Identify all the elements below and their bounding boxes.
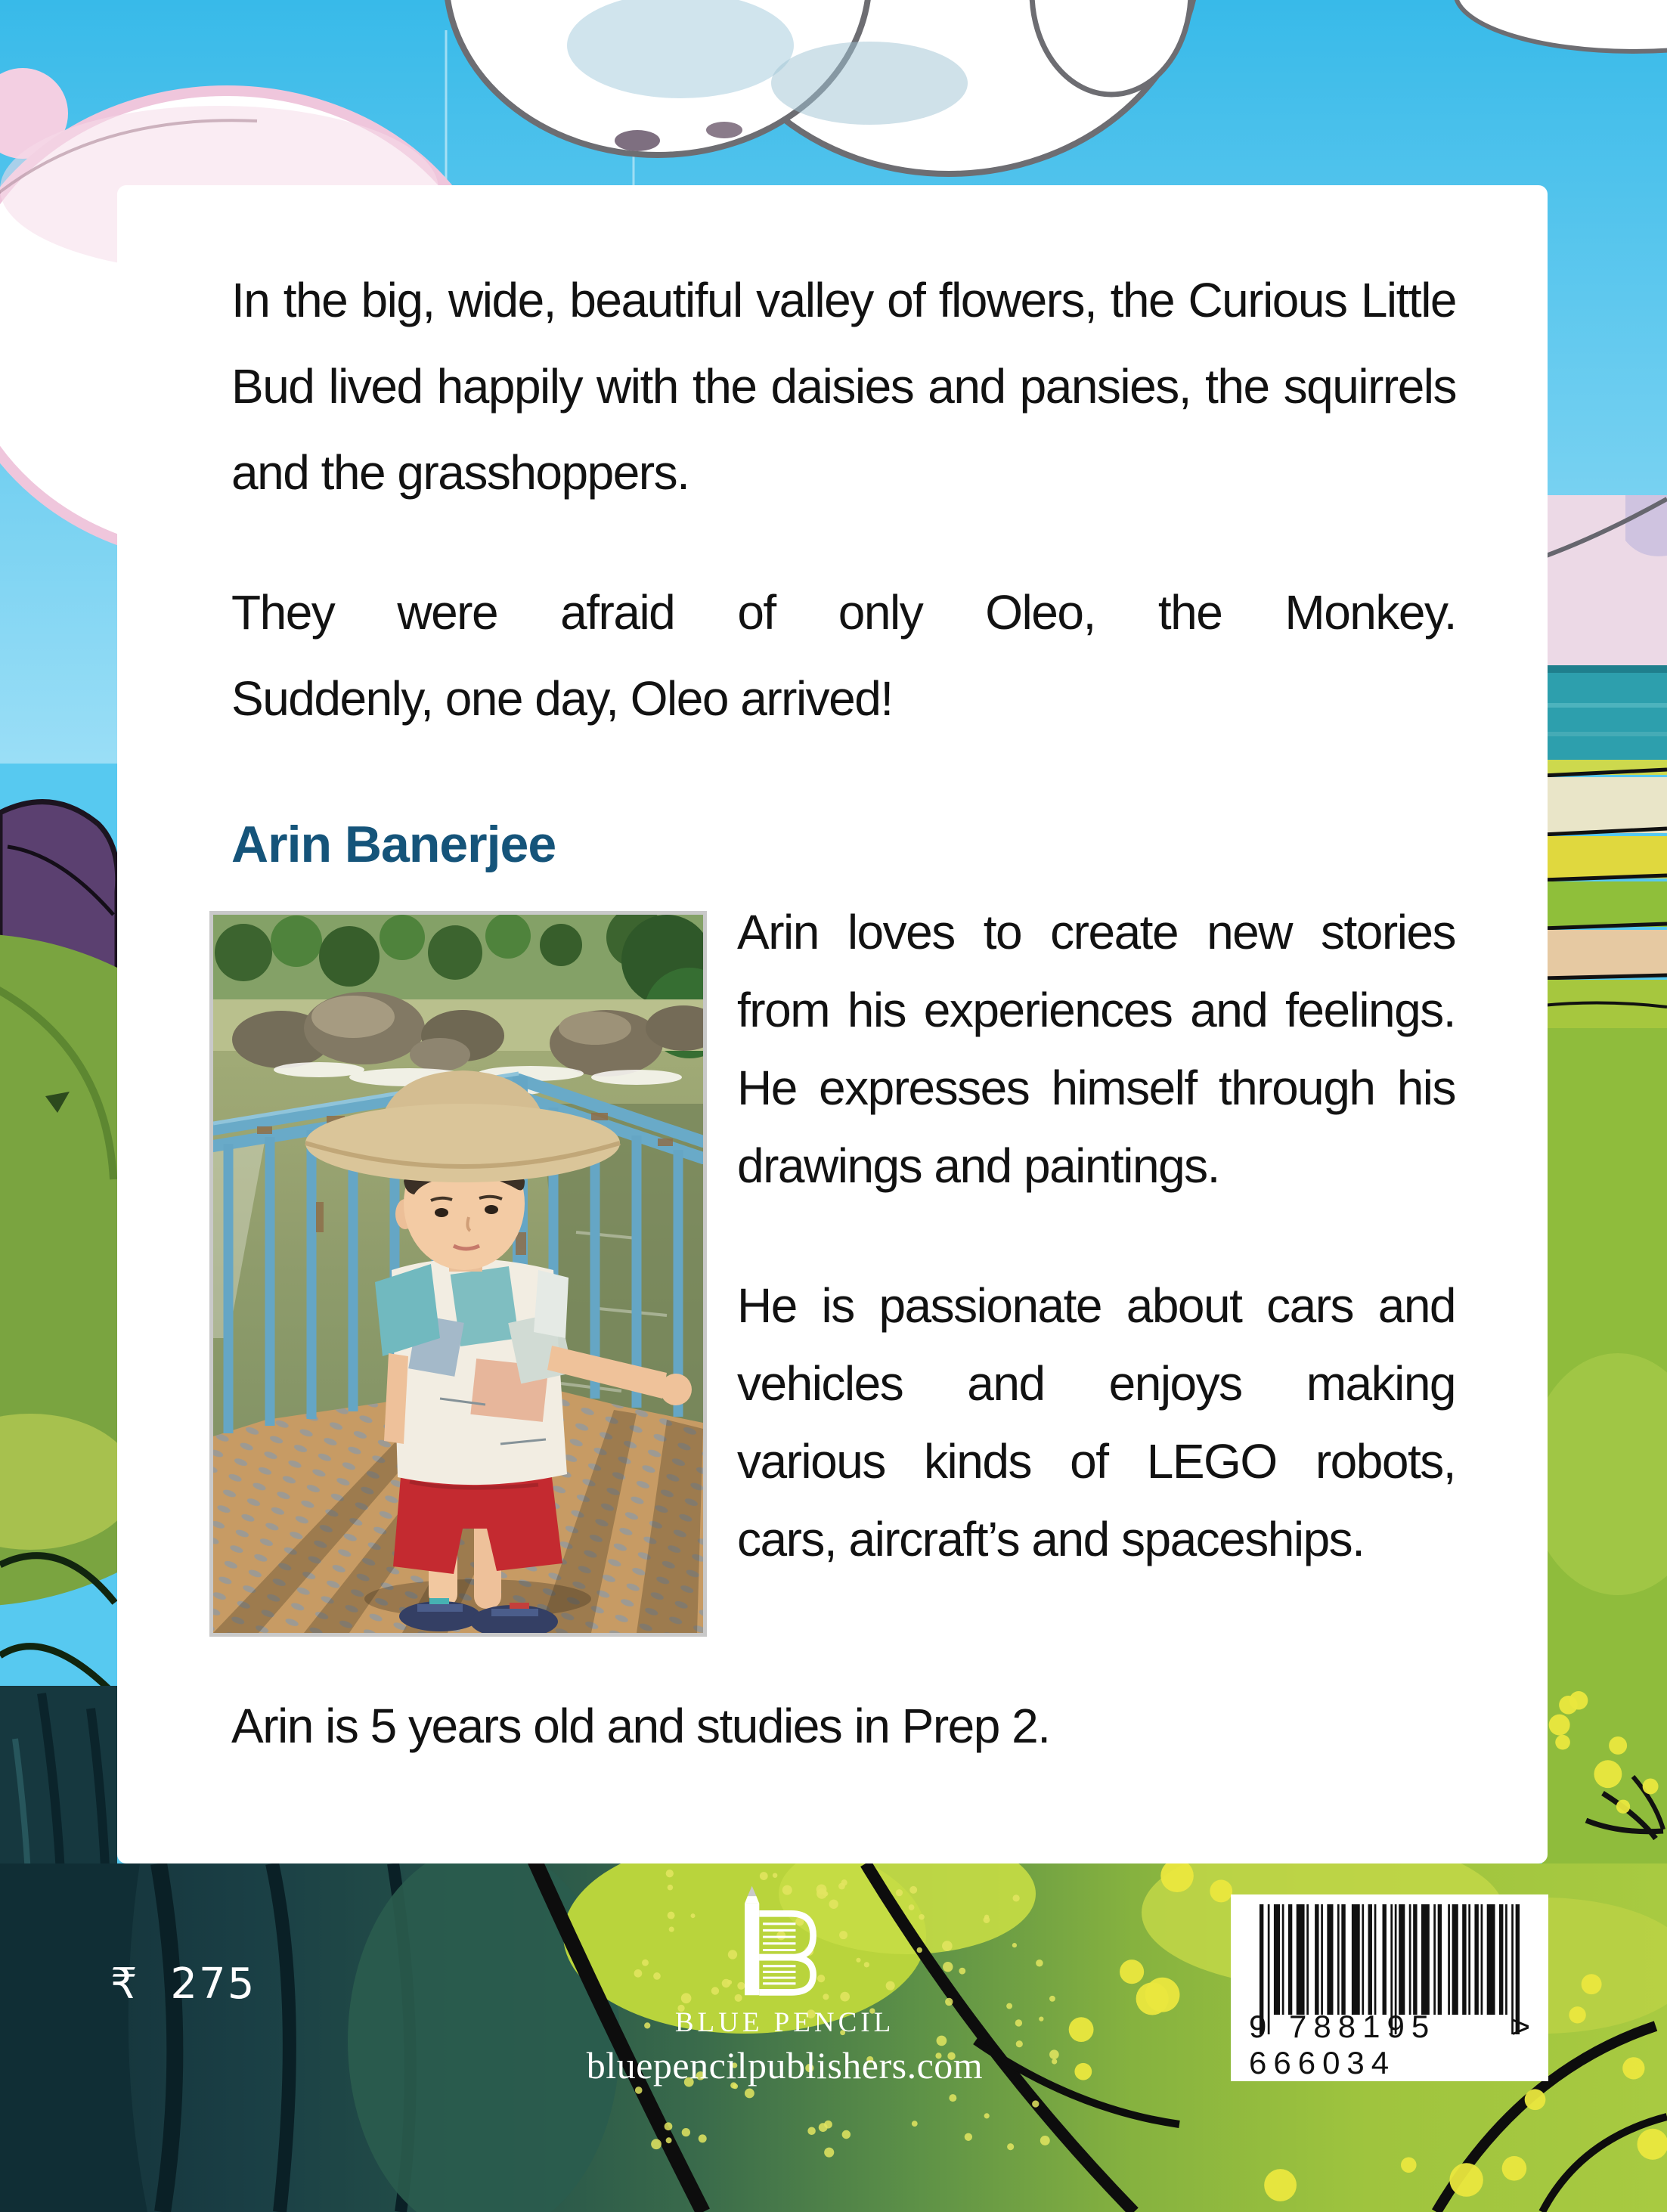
publisher-name: BLUE PENCIL	[674, 2007, 895, 2038]
barcode-digits-row	[1249, 2009, 1530, 2081]
barcode-digits: 9 788195 666034	[1249, 2009, 1436, 2080]
author-name-heading: Arin Banerjee	[231, 816, 556, 873]
blue-pencil-logo-icon	[745, 1884, 825, 1996]
price-label: ₹ 275	[110, 1960, 256, 2009]
author-photo-illustration	[213, 915, 703, 1633]
author-bio	[737, 894, 1455, 1578]
author-photo	[209, 911, 707, 1637]
synopsis-paragraph-2	[231, 569, 1456, 742]
synopsis-paragraph-1: In the big, wide, beautiful valley of flowers, the Curious Little Bud lived happily with the daisies and pansies, the squirrels and the grasshoppers.	[231, 273, 1456, 500]
author-bio-paragraph-2: He is passionate about cars and vehicles and enjoys making various kinds of LEGO robots, cars, aircraft’s and spaceships.	[737, 1278, 1455, 1566]
author-bio-paragraph-1: Arin loves to create new stories from his experiences and feelings. He expresses himself through his drawings and paintings.	[737, 905, 1455, 1193]
synopsis-p2-line2: Suddenly, one day, Oleo arrived!	[231, 671, 893, 726]
synopsis-p2-line1: They were afraid of only Oleo, the Monkey.	[231, 585, 1456, 640]
publisher-block	[581, 1884, 989, 2087]
author-bio-paragraph-3: Arin is 5 years old and studies in Prep 2.	[231, 1699, 1050, 1753]
publisher-website: bluepencilpublishers.com	[586, 2044, 984, 2087]
content-panel	[117, 185, 1548, 1863]
isbn-barcode	[1231, 1894, 1548, 2081]
barcode-suffix: >	[1511, 2009, 1530, 2044]
